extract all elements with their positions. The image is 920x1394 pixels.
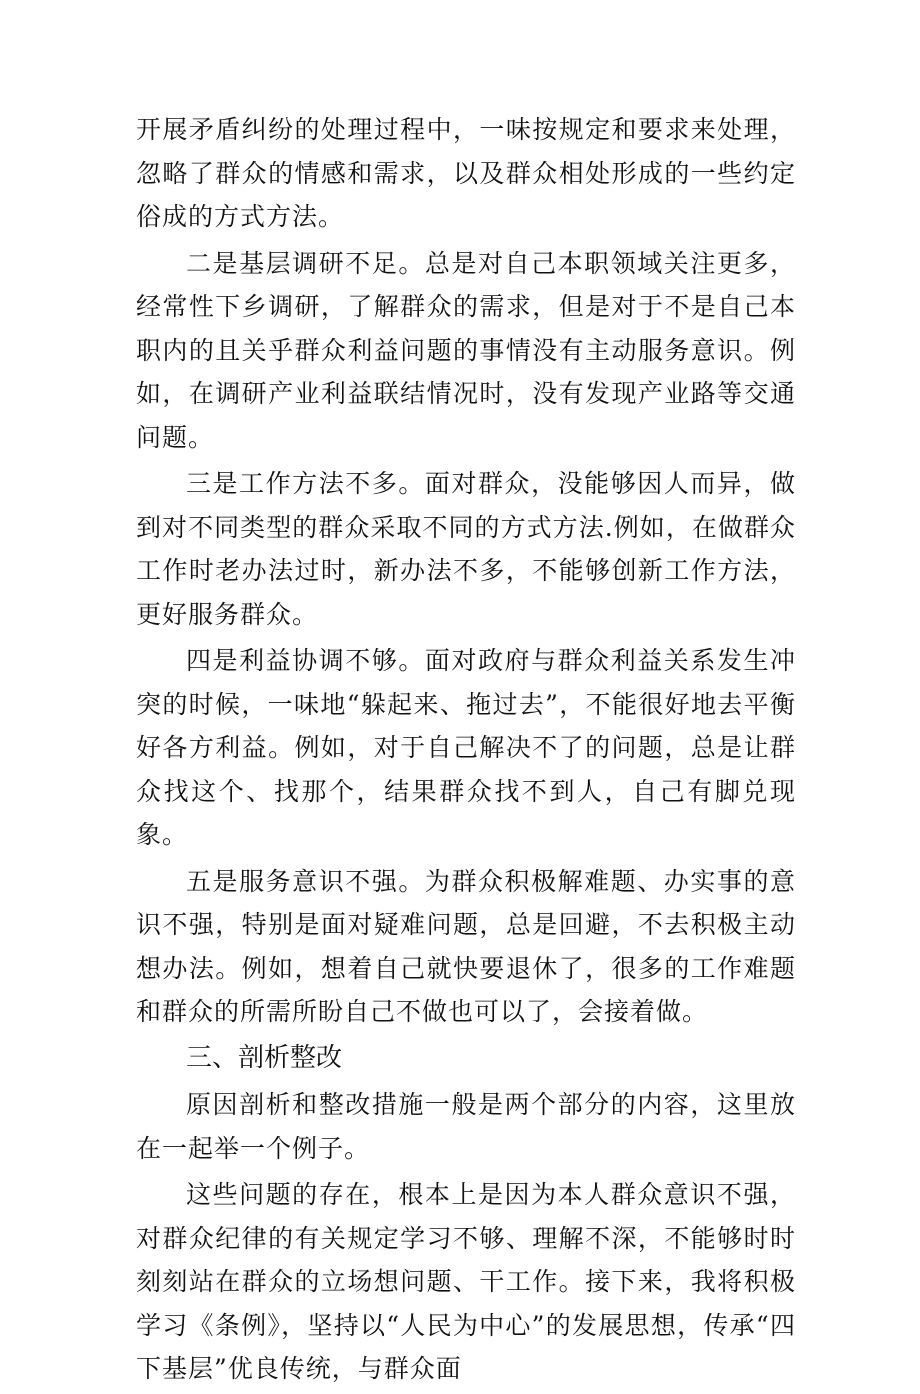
- document-body: [136, 108, 796, 1394]
- paragraph-methods: 三是工作方法不多。面对群众，没能够因人而异，做到对不同类型的群众采取不同的方式方法.例如，在做群众工作时老办法过时，新办法不多，不能够创新工作方法，更好服务群众。: [136, 469, 796, 629]
- paragraph-analysis-intro: 原因剖析和整改措施一般是两个部分的内容，这里放在一起举一个例子。: [136, 1090, 796, 1163]
- section-heading: 三、剖析整改: [186, 1042, 343, 1073]
- paragraph-interests: 四是利益协调不够。面对政府与群众利益关系发生冲突的时候，一味地“躲起来、拖过去”，不能很好地去平衡好各方利益。例如，对于自己解决不了的问题，总是让群众找这个、找那个，结果群众找不到人，自己有脚兑现象。: [136, 646, 796, 849]
- paragraph-research: 二是基层调研不足。总是对自己本职领域关注更多，经常性下乡调研，了解群众的需求，但是对于不是自己本职内的且关乎群众利益问题的事情没有主动服务意识。例如，在调研产业利益联结情况时，没有发现产业路等交通问题。: [136, 248, 796, 452]
- paragraph-analysis-body: 这些问题的存在，根本上是因为本人群众意识不强，对群众纪律的有关规定学习不够、理解不深，不能够时时刻刻站在群众的立场想问题、干工作。接下来，我将积极学习《条例》，坚持以“人民为中心”的发展思想，传承“四下基层”优良传统，与群众面: [136, 1180, 796, 1383]
- paragraph-service: 五是服务意识不强。为群众积极解难题、办实事的意识不强，特别是面对疑难问题，总是回避，不去积极主动想办法。例如，想着自己就快要退休了，很多的工作难题和群众的所需所盼自己不做也可以了，会接着做。: [136, 866, 796, 1026]
- paragraph-continuation: 开展矛盾纠纷的处理过程中，一味按规定和要求来处理，忽略了群众的情感和需求，以及群众相处形成的一些约定俗成的方式方法。: [136, 115, 796, 231]
